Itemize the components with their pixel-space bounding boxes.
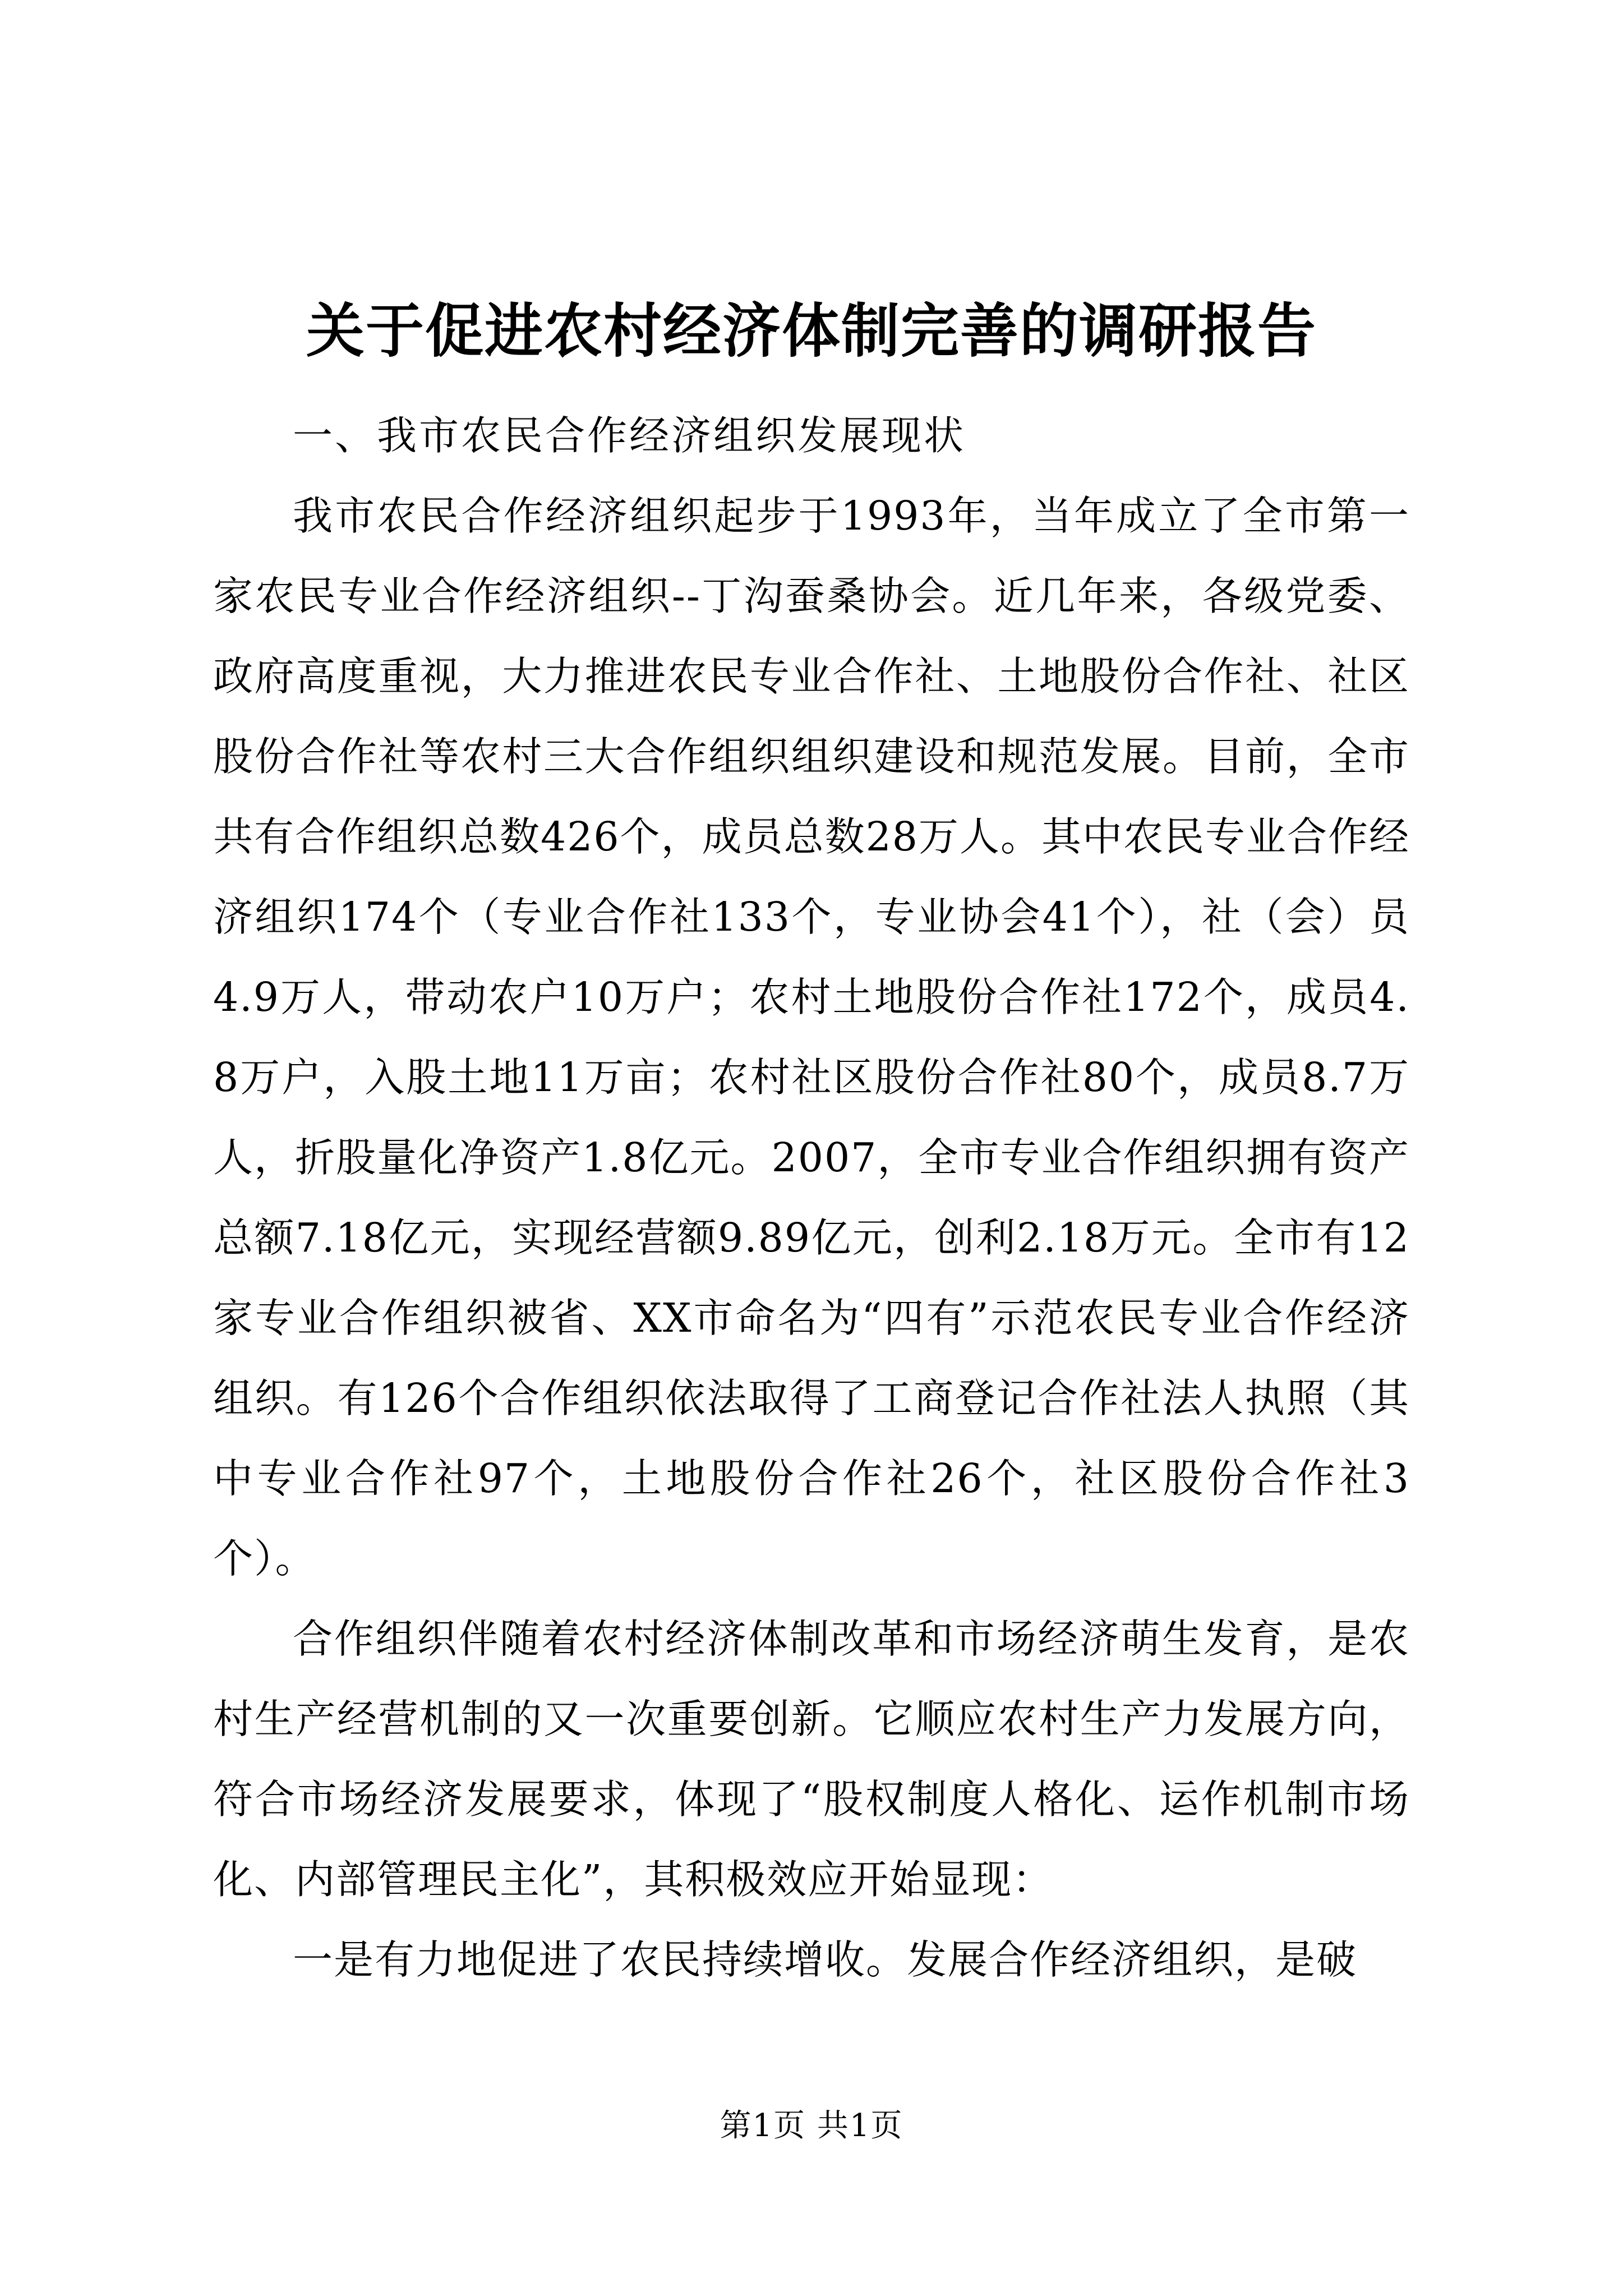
paragraph: 一是有力地促进了农民持续增收。发展合作经济组织，是破 (293, 1936, 1358, 1983)
paragraph: 合作组织伴随着农村经济体制改革和市场经济萌生发育，是农村生产经营机制的又一次重要创新。它顺应农村生产力发展方向，符合市场经济发展要求，体现了“股权制度人格化、运作机制市场化、内部管理民主化”，其积极效应开始显现： (213, 1616, 1410, 1903)
paragraph: 我市农民合作经济组织起步于1993年，当年成立了全市第一家农民专业合作经济组织--丁沟蚕桑协会。近几年来，各级党委、政府高度重视，大力推进农民专业合作社、土地股份合作社、社区股份合作社等农村三大合作组织组织建设和规范发展。目前，全市共有合作组织总数426个，成员总数28万人。其中农民专业合作经济组织174个（专业合作社133个，专业协会41个），社（会）员4.9万人，带动农户10万户；农村土地股份合作社172个，成员4.8万户，入股土地11万亩；农村社区股份合作社80个，成员8.7万人，折股量化净资产1.8亿元。2007，全市专业合作组织拥有资产总额7.18亿元，实现经营额9.89亿元，创利2.18万元。全市有12家专业合作组织被省、XX市命名为“四有”示范农民专业合作经济组织。有126个合作组织依法取得了工商登记合作社法人执照（其中专业合作社97个，土地股份合作社26个，社区股份合作社3个）。 (213, 493, 1410, 1582)
document-body (213, 395, 1410, 2000)
page-footer: 第1页 共1页 (720, 2108, 903, 2144)
section-heading: 一、我市农民合作经济组织发展现状 (293, 412, 966, 459)
document-title: 关于促进农村经济体制完善的调研报告 (306, 296, 1317, 365)
